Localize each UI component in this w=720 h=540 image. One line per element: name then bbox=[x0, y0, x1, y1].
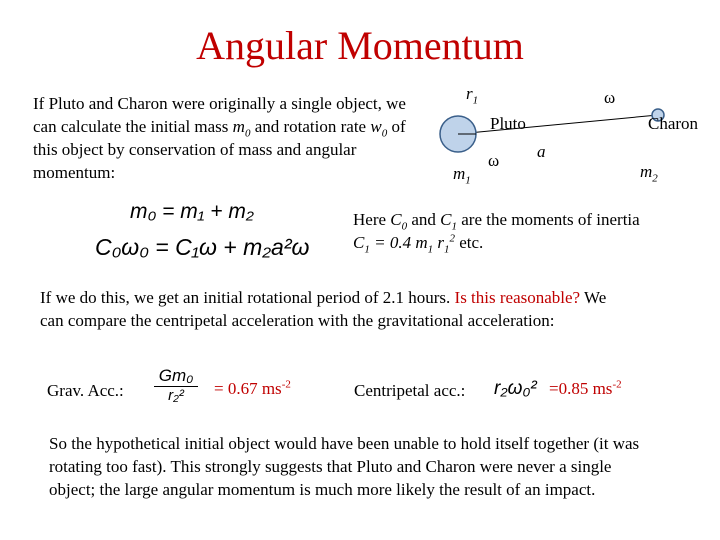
radius-label: $r_1$ bbox=[466, 84, 479, 107]
mass-equation: m₀ = m₁ + m₂ bbox=[130, 200, 254, 223]
intro-mass-subscript: 0 bbox=[244, 127, 251, 140]
intro-paragraph bbox=[33, 92, 433, 184]
pluto-mass-label: $m_1$ bbox=[453, 164, 471, 187]
intro-text-2: and rotation rate bbox=[250, 117, 371, 136]
omega-top-label: ω bbox=[604, 88, 616, 107]
intro-mass-symbol: m bbox=[232, 117, 245, 136]
grav-acc-label: Grav. Acc.: bbox=[47, 381, 124, 400]
inertia-note: Here $C_0$ and $C_1$ are the moments of inertia $C_1 = 0.4$ $m_1$ $r_1^2$ etc. bbox=[353, 210, 640, 256]
centripetal-acc-label: Centripetal acc.: bbox=[354, 381, 466, 400]
grav-acc-value: = 0.67 $ms^{-2}$ bbox=[214, 378, 291, 398]
grav-numerator: Gm₀ bbox=[158, 366, 194, 385]
intro-text-3: of this object by conservation of mass and angular momentum: bbox=[33, 117, 406, 182]
conclusion-paragraph: So the hypothetical initial object would have been unable to hold itself together (it was rotating too fast). This strongly suggests that Pluto and Charon were never a single object; the large angular momentum is much more likely the result of an impact. bbox=[49, 434, 640, 499]
pluto-label: Pluto bbox=[490, 114, 526, 133]
centripetal-acc-value: =0.85 $ms^{-2}$ bbox=[549, 378, 622, 398]
intro-text-1: If Pluto and Charon were originally a single object, we can calculate the initial mass bbox=[33, 94, 406, 136]
separation-line bbox=[458, 115, 658, 134]
period-paragraph: If we do this, we get an initial rotational period of 2.1 hours. Is this reasonable? We can compare the centripetal acceleration with the gravitational acceleration: bbox=[40, 288, 607, 330]
slide-title: Angular Momentum bbox=[196, 23, 524, 68]
charon-mass-label: $m_2$ bbox=[640, 162, 658, 185]
intro-rate-symbol: w bbox=[370, 117, 382, 136]
centripetal-expression: r₂ω₀² bbox=[494, 378, 537, 399]
omega-bottom-label: ω bbox=[488, 151, 500, 170]
separation-label: a bbox=[537, 142, 546, 161]
grav-fraction bbox=[154, 366, 198, 404]
momentum-equation: C₀ω₀ = C₁ω + m₂a²ω bbox=[95, 234, 310, 260]
intro-rate-subscript: 0 bbox=[381, 127, 388, 140]
grav-denominator: r₂² bbox=[154, 386, 198, 404]
charon-label: Charon bbox=[648, 114, 699, 133]
